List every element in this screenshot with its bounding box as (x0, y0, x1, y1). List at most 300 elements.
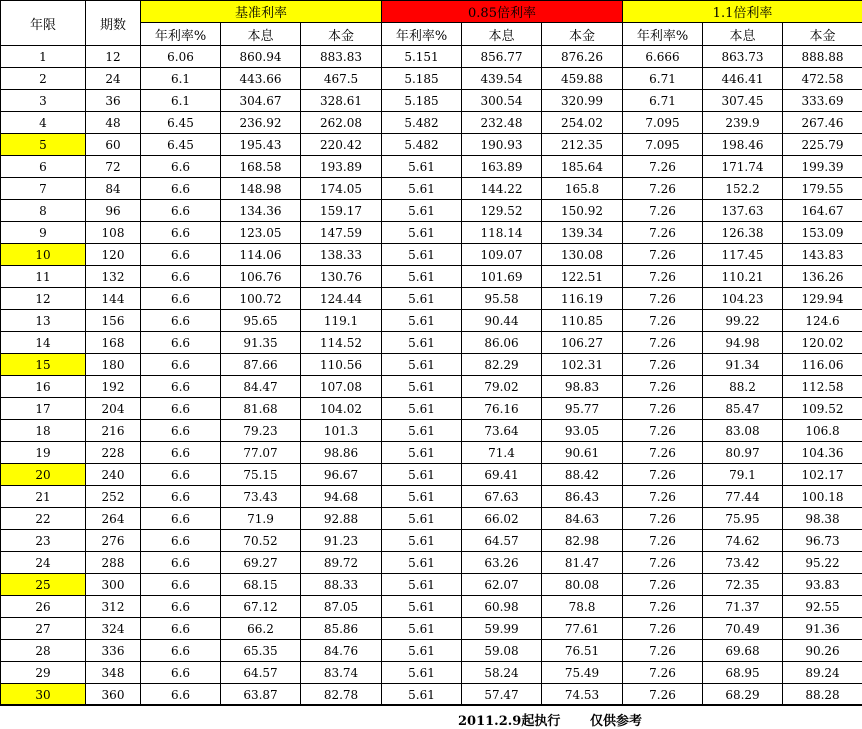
subheader-annual-rate: 年利率% (141, 23, 221, 46)
base-rate-cell: 6.6 (141, 376, 221, 398)
r085-principal-cell: 75.49 (542, 662, 623, 684)
period-cell: 24 (86, 68, 141, 90)
base-payment-cell: 236.92 (221, 112, 301, 134)
r11-principal-cell: 472.58 (783, 68, 862, 90)
base-payment-cell: 114.06 (221, 244, 301, 266)
period-cell: 204 (86, 398, 141, 420)
r085-payment-cell: 144.22 (462, 178, 542, 200)
r085-principal-cell: 81.47 (542, 552, 623, 574)
year-cell: 30 (1, 684, 86, 706)
r11-payment-cell: 77.44 (703, 486, 783, 508)
period-cell: 288 (86, 552, 141, 574)
base-payment-cell: 860.94 (221, 46, 301, 68)
base-payment-cell: 73.43 (221, 486, 301, 508)
r11-principal-cell: 106.8 (783, 420, 862, 442)
subheader-principal: 本金 (542, 23, 623, 46)
r085-rate-cell: 5.482 (382, 134, 462, 156)
r11-payment-cell: 126.38 (703, 222, 783, 244)
r085-principal-cell: 165.8 (542, 178, 623, 200)
year-cell: 12 (1, 288, 86, 310)
r085-principal-cell: 254.02 (542, 112, 623, 134)
r11-principal-cell: 91.36 (783, 618, 862, 640)
r11-principal-cell: 888.88 (783, 46, 862, 68)
r085-principal-cell: 95.77 (542, 398, 623, 420)
r085-principal-cell: 110.85 (542, 310, 623, 332)
year-cell: 18 (1, 420, 86, 442)
r085-rate-cell: 5.61 (382, 376, 462, 398)
r085-payment-cell: 300.54 (462, 90, 542, 112)
base-payment-cell: 70.52 (221, 530, 301, 552)
base-rate-cell: 6.6 (141, 640, 221, 662)
r11-payment-cell: 80.97 (703, 442, 783, 464)
base-payment-cell: 100.72 (221, 288, 301, 310)
base-rate-cell: 6.6 (141, 662, 221, 684)
r11-rate-cell: 7.26 (623, 288, 703, 310)
r11-principal-cell: 199.39 (783, 156, 862, 178)
year-cell: 23 (1, 530, 86, 552)
year-cell: 25 (1, 574, 86, 596)
year-cell: 14 (1, 332, 86, 354)
table-row (1, 376, 862, 398)
r11-payment-cell: 307.45 (703, 90, 783, 112)
base-payment-cell: 91.35 (221, 332, 301, 354)
r11-rate-cell: 7.26 (623, 376, 703, 398)
table-row (1, 420, 862, 442)
base-payment-cell: 81.68 (221, 398, 301, 420)
base-payment-cell: 148.98 (221, 178, 301, 200)
table-row (1, 288, 862, 310)
r085-rate-cell: 5.61 (382, 574, 462, 596)
r11-rate-cell: 7.26 (623, 310, 703, 332)
r11-payment-cell: 70.49 (703, 618, 783, 640)
table-row (1, 640, 862, 662)
r11-payment-cell: 73.42 (703, 552, 783, 574)
base-principal-cell: 91.23 (301, 530, 382, 552)
period-cell: 252 (86, 486, 141, 508)
table-row (1, 464, 862, 486)
base-payment-cell: 68.15 (221, 574, 301, 596)
period-cell: 48 (86, 112, 141, 134)
r11-payment-cell: 117.45 (703, 244, 783, 266)
base-rate-cell: 6.6 (141, 420, 221, 442)
base-rate-cell: 6.6 (141, 200, 221, 222)
table-row (1, 310, 862, 332)
base-payment-cell: 64.57 (221, 662, 301, 684)
base-payment-cell: 75.15 (221, 464, 301, 486)
r085-principal-cell: 139.34 (542, 222, 623, 244)
table-row (1, 508, 862, 530)
period-cell: 84 (86, 178, 141, 200)
year-cell: 8 (1, 200, 86, 222)
base-rate-cell: 6.6 (141, 310, 221, 332)
table-row (1, 442, 862, 464)
subheader-annual-rate: 年利率% (382, 23, 462, 46)
r085-rate-cell: 5.61 (382, 332, 462, 354)
year-cell: 20 (1, 464, 86, 486)
r085-rate-cell: 5.61 (382, 464, 462, 486)
base-principal-cell: 104.02 (301, 398, 382, 420)
period-cell: 72 (86, 156, 141, 178)
base-payment-cell: 63.87 (221, 684, 301, 706)
footer (0, 704, 862, 729)
r11-principal-cell: 225.79 (783, 134, 862, 156)
header-years: 年限 (1, 1, 86, 46)
table-row (1, 90, 862, 112)
r085-principal-cell: 82.98 (542, 530, 623, 552)
r11-principal-cell: 88.28 (783, 684, 862, 706)
subheader-principal-interest: 本息 (221, 23, 301, 46)
r085-payment-cell: 82.29 (462, 354, 542, 376)
r085-rate-cell: 5.482 (382, 112, 462, 134)
r11-rate-cell: 7.26 (623, 662, 703, 684)
base-payment-cell: 123.05 (221, 222, 301, 244)
year-cell: 24 (1, 552, 86, 574)
period-cell: 360 (86, 684, 141, 706)
base-payment-cell: 66.2 (221, 618, 301, 640)
base-principal-cell: 84.76 (301, 640, 382, 662)
r085-principal-cell: 80.08 (542, 574, 623, 596)
r11-payment-cell: 171.74 (703, 156, 783, 178)
base-principal-cell: 94.68 (301, 486, 382, 508)
year-cell: 1 (1, 46, 86, 68)
table-row (1, 618, 862, 640)
period-cell: 324 (86, 618, 141, 640)
base-principal-cell: 147.59 (301, 222, 382, 244)
r11-principal-cell: 93.83 (783, 574, 862, 596)
base-principal-cell: 138.33 (301, 244, 382, 266)
r11-payment-cell: 85.47 (703, 398, 783, 420)
table-row (1, 684, 862, 706)
period-cell: 36 (86, 90, 141, 112)
r085-rate-cell: 5.61 (382, 310, 462, 332)
base-payment-cell: 168.58 (221, 156, 301, 178)
r085-payment-cell: 109.07 (462, 244, 542, 266)
r11-rate-cell: 7.26 (623, 464, 703, 486)
period-cell: 348 (86, 662, 141, 684)
r11-payment-cell: 239.9 (703, 112, 783, 134)
r085-principal-cell: 90.61 (542, 442, 623, 464)
r085-rate-cell: 5.61 (382, 486, 462, 508)
r085-payment-cell: 59.99 (462, 618, 542, 640)
r11-payment-cell: 72.35 (703, 574, 783, 596)
base-principal-cell: 130.76 (301, 266, 382, 288)
base-rate-cell: 6.1 (141, 90, 221, 112)
r11-principal-cell: 90.26 (783, 640, 862, 662)
r11-rate-cell: 7.26 (623, 332, 703, 354)
base-principal-cell: 883.83 (301, 46, 382, 68)
r11-rate-cell: 7.26 (623, 222, 703, 244)
base-rate-cell: 6.6 (141, 618, 221, 640)
year-cell: 29 (1, 662, 86, 684)
base-principal-cell: 174.05 (301, 178, 382, 200)
base-principal-cell: 107.08 (301, 376, 382, 398)
r085-principal-cell: 459.88 (542, 68, 623, 90)
table-row (1, 112, 862, 134)
table-row (1, 244, 862, 266)
base-rate-cell: 6.6 (141, 442, 221, 464)
r11-principal-cell: 164.67 (783, 200, 862, 222)
r085-principal-cell: 74.53 (542, 684, 623, 706)
base-rate-cell: 6.45 (141, 112, 221, 134)
r085-payment-cell: 163.89 (462, 156, 542, 178)
year-cell: 6 (1, 156, 86, 178)
base-payment-cell: 79.23 (221, 420, 301, 442)
base-principal-cell: 193.89 (301, 156, 382, 178)
base-payment-cell: 67.12 (221, 596, 301, 618)
base-rate-cell: 6.6 (141, 354, 221, 376)
base-rate-cell: 6.45 (141, 134, 221, 156)
r085-principal-cell: 76.51 (542, 640, 623, 662)
r085-rate-cell: 5.61 (382, 662, 462, 684)
period-cell: 60 (86, 134, 141, 156)
r085-rate-cell: 5.61 (382, 244, 462, 266)
base-principal-cell: 87.05 (301, 596, 382, 618)
r085-payment-cell: 67.63 (462, 486, 542, 508)
r085-payment-cell: 856.77 (462, 46, 542, 68)
r11-principal-cell: 179.55 (783, 178, 862, 200)
r085-rate-cell: 5.61 (382, 354, 462, 376)
subheader-principal: 本金 (301, 23, 382, 46)
r11-principal-cell: 129.94 (783, 288, 862, 310)
r11-rate-cell: 7.26 (623, 156, 703, 178)
header-085-rate: 0.85倍利率 (382, 1, 623, 23)
base-principal-cell: 89.72 (301, 552, 382, 574)
base-principal-cell: 119.1 (301, 310, 382, 332)
table-row (1, 156, 862, 178)
r11-payment-cell: 104.23 (703, 288, 783, 310)
r11-rate-cell: 7.26 (623, 618, 703, 640)
r11-principal-cell: 95.22 (783, 552, 862, 574)
r085-payment-cell: 129.52 (462, 200, 542, 222)
period-cell: 156 (86, 310, 141, 332)
base-principal-cell: 328.61 (301, 90, 382, 112)
r085-principal-cell: 77.61 (542, 618, 623, 640)
r11-rate-cell: 7.26 (623, 684, 703, 706)
base-rate-cell: 6.1 (141, 68, 221, 90)
r085-payment-cell: 73.64 (462, 420, 542, 442)
r11-payment-cell: 79.1 (703, 464, 783, 486)
table-row (1, 178, 862, 200)
base-payment-cell: 65.35 (221, 640, 301, 662)
r085-payment-cell: 101.69 (462, 266, 542, 288)
r085-rate-cell: 5.61 (382, 200, 462, 222)
year-cell: 11 (1, 266, 86, 288)
table-body (1, 46, 862, 706)
base-payment-cell: 87.66 (221, 354, 301, 376)
header-base-rate: 基准利率 (141, 1, 382, 23)
r11-payment-cell: 91.34 (703, 354, 783, 376)
r11-rate-cell: 7.26 (623, 200, 703, 222)
base-payment-cell: 69.27 (221, 552, 301, 574)
base-principal-cell: 98.86 (301, 442, 382, 464)
base-payment-cell: 106.76 (221, 266, 301, 288)
table-row (1, 486, 862, 508)
r085-rate-cell: 5.61 (382, 288, 462, 310)
base-rate-cell: 6.6 (141, 574, 221, 596)
r11-payment-cell: 110.21 (703, 266, 783, 288)
r085-principal-cell: 84.63 (542, 508, 623, 530)
base-rate-cell: 6.6 (141, 552, 221, 574)
r085-payment-cell: 76.16 (462, 398, 542, 420)
footer-note: 仅供参考 (590, 710, 642, 729)
r085-payment-cell: 79.02 (462, 376, 542, 398)
r085-rate-cell: 5.185 (382, 90, 462, 112)
r085-principal-cell: 93.05 (542, 420, 623, 442)
base-rate-cell: 6.6 (141, 156, 221, 178)
year-cell: 16 (1, 376, 86, 398)
r11-payment-cell: 99.22 (703, 310, 783, 332)
r085-principal-cell: 86.43 (542, 486, 623, 508)
r085-rate-cell: 5.61 (382, 222, 462, 244)
year-cell: 19 (1, 442, 86, 464)
r11-rate-cell: 6.71 (623, 90, 703, 112)
r11-rate-cell: 7.26 (623, 398, 703, 420)
r11-payment-cell: 88.2 (703, 376, 783, 398)
r11-payment-cell: 94.98 (703, 332, 783, 354)
r11-payment-cell: 198.46 (703, 134, 783, 156)
base-principal-cell: 220.42 (301, 134, 382, 156)
r11-principal-cell: 109.52 (783, 398, 862, 420)
table-row (1, 266, 862, 288)
r085-payment-cell: 118.14 (462, 222, 542, 244)
period-cell: 96 (86, 200, 141, 222)
subheader-principal-interest: 本息 (462, 23, 542, 46)
base-principal-cell: 83.74 (301, 662, 382, 684)
r11-principal-cell: 89.24 (783, 662, 862, 684)
table-row (1, 662, 862, 684)
r11-principal-cell: 124.6 (783, 310, 862, 332)
base-rate-cell: 6.6 (141, 288, 221, 310)
year-cell: 21 (1, 486, 86, 508)
base-rate-cell: 6.6 (141, 266, 221, 288)
year-cell: 5 (1, 134, 86, 156)
base-principal-cell: 101.3 (301, 420, 382, 442)
table-row (1, 596, 862, 618)
base-rate-cell: 6.6 (141, 596, 221, 618)
r11-principal-cell: 104.36 (783, 442, 862, 464)
r11-rate-cell: 7.26 (623, 486, 703, 508)
r085-payment-cell: 71.4 (462, 442, 542, 464)
r11-rate-cell: 7.095 (623, 134, 703, 156)
r085-principal-cell: 78.8 (542, 596, 623, 618)
base-principal-cell: 159.17 (301, 200, 382, 222)
r11-rate-cell: 7.095 (623, 112, 703, 134)
r085-rate-cell: 5.61 (382, 442, 462, 464)
base-principal-cell: 124.44 (301, 288, 382, 310)
r11-rate-cell: 7.26 (623, 552, 703, 574)
base-principal-cell: 92.88 (301, 508, 382, 530)
base-principal-cell: 114.52 (301, 332, 382, 354)
r11-principal-cell: 116.06 (783, 354, 862, 376)
base-rate-cell: 6.6 (141, 398, 221, 420)
base-rate-cell: 6.6 (141, 530, 221, 552)
r11-principal-cell: 102.17 (783, 464, 862, 486)
base-payment-cell: 95.65 (221, 310, 301, 332)
base-rate-cell: 6.6 (141, 508, 221, 530)
base-rate-cell: 6.6 (141, 222, 221, 244)
r11-principal-cell: 100.18 (783, 486, 862, 508)
period-cell: 108 (86, 222, 141, 244)
r085-rate-cell: 5.61 (382, 530, 462, 552)
subheader-annual-rate: 年利率% (623, 23, 703, 46)
r085-rate-cell: 5.185 (382, 68, 462, 90)
r085-principal-cell: 130.08 (542, 244, 623, 266)
r11-payment-cell: 863.73 (703, 46, 783, 68)
r085-rate-cell: 5.61 (382, 596, 462, 618)
r085-payment-cell: 66.02 (462, 508, 542, 530)
r11-principal-cell: 92.55 (783, 596, 862, 618)
r11-rate-cell: 6.666 (623, 46, 703, 68)
period-cell: 264 (86, 508, 141, 530)
r085-principal-cell: 116.19 (542, 288, 623, 310)
table-row (1, 530, 862, 552)
r085-principal-cell: 150.92 (542, 200, 623, 222)
base-rate-cell: 6.06 (141, 46, 221, 68)
footer-effective-date: 2011.2.9起执行 (458, 710, 560, 729)
r085-payment-cell: 232.48 (462, 112, 542, 134)
r11-rate-cell: 7.26 (623, 530, 703, 552)
period-cell: 300 (86, 574, 141, 596)
r11-payment-cell: 83.08 (703, 420, 783, 442)
r085-payment-cell: 62.07 (462, 574, 542, 596)
r085-rate-cell: 5.61 (382, 266, 462, 288)
base-principal-cell: 262.08 (301, 112, 382, 134)
base-principal-cell: 96.67 (301, 464, 382, 486)
period-cell: 120 (86, 244, 141, 266)
r11-rate-cell: 7.26 (623, 442, 703, 464)
table-row (1, 398, 862, 420)
r11-rate-cell: 7.26 (623, 266, 703, 288)
base-payment-cell: 84.47 (221, 376, 301, 398)
period-cell: 216 (86, 420, 141, 442)
year-cell: 26 (1, 596, 86, 618)
base-rate-cell: 6.6 (141, 178, 221, 200)
base-rate-cell: 6.6 (141, 332, 221, 354)
r11-principal-cell: 98.38 (783, 508, 862, 530)
base-principal-cell: 110.56 (301, 354, 382, 376)
period-cell: 228 (86, 442, 141, 464)
r085-principal-cell: 102.31 (542, 354, 623, 376)
period-cell: 180 (86, 354, 141, 376)
r11-principal-cell: 112.58 (783, 376, 862, 398)
table-row (1, 200, 862, 222)
table-row (1, 134, 862, 156)
r11-rate-cell: 7.26 (623, 178, 703, 200)
r085-rate-cell: 5.61 (382, 552, 462, 574)
base-rate-cell: 6.6 (141, 464, 221, 486)
year-cell: 28 (1, 640, 86, 662)
base-payment-cell: 195.43 (221, 134, 301, 156)
r085-rate-cell: 5.61 (382, 156, 462, 178)
r11-payment-cell: 71.37 (703, 596, 783, 618)
subheader-principal: 本金 (783, 23, 862, 46)
year-cell: 4 (1, 112, 86, 134)
r11-principal-cell: 333.69 (783, 90, 862, 112)
r085-principal-cell: 88.42 (542, 464, 623, 486)
r085-payment-cell: 69.41 (462, 464, 542, 486)
r085-rate-cell: 5.61 (382, 398, 462, 420)
r085-rate-cell: 5.61 (382, 508, 462, 530)
base-rate-cell: 6.6 (141, 244, 221, 266)
r11-payment-cell: 68.29 (703, 684, 783, 706)
period-cell: 132 (86, 266, 141, 288)
year-cell: 7 (1, 178, 86, 200)
header-11-rate: 1.1倍利率 (623, 1, 862, 23)
r11-principal-cell: 136.26 (783, 266, 862, 288)
r11-payment-cell: 152.2 (703, 178, 783, 200)
base-principal-cell: 85.86 (301, 618, 382, 640)
r11-principal-cell: 153.09 (783, 222, 862, 244)
